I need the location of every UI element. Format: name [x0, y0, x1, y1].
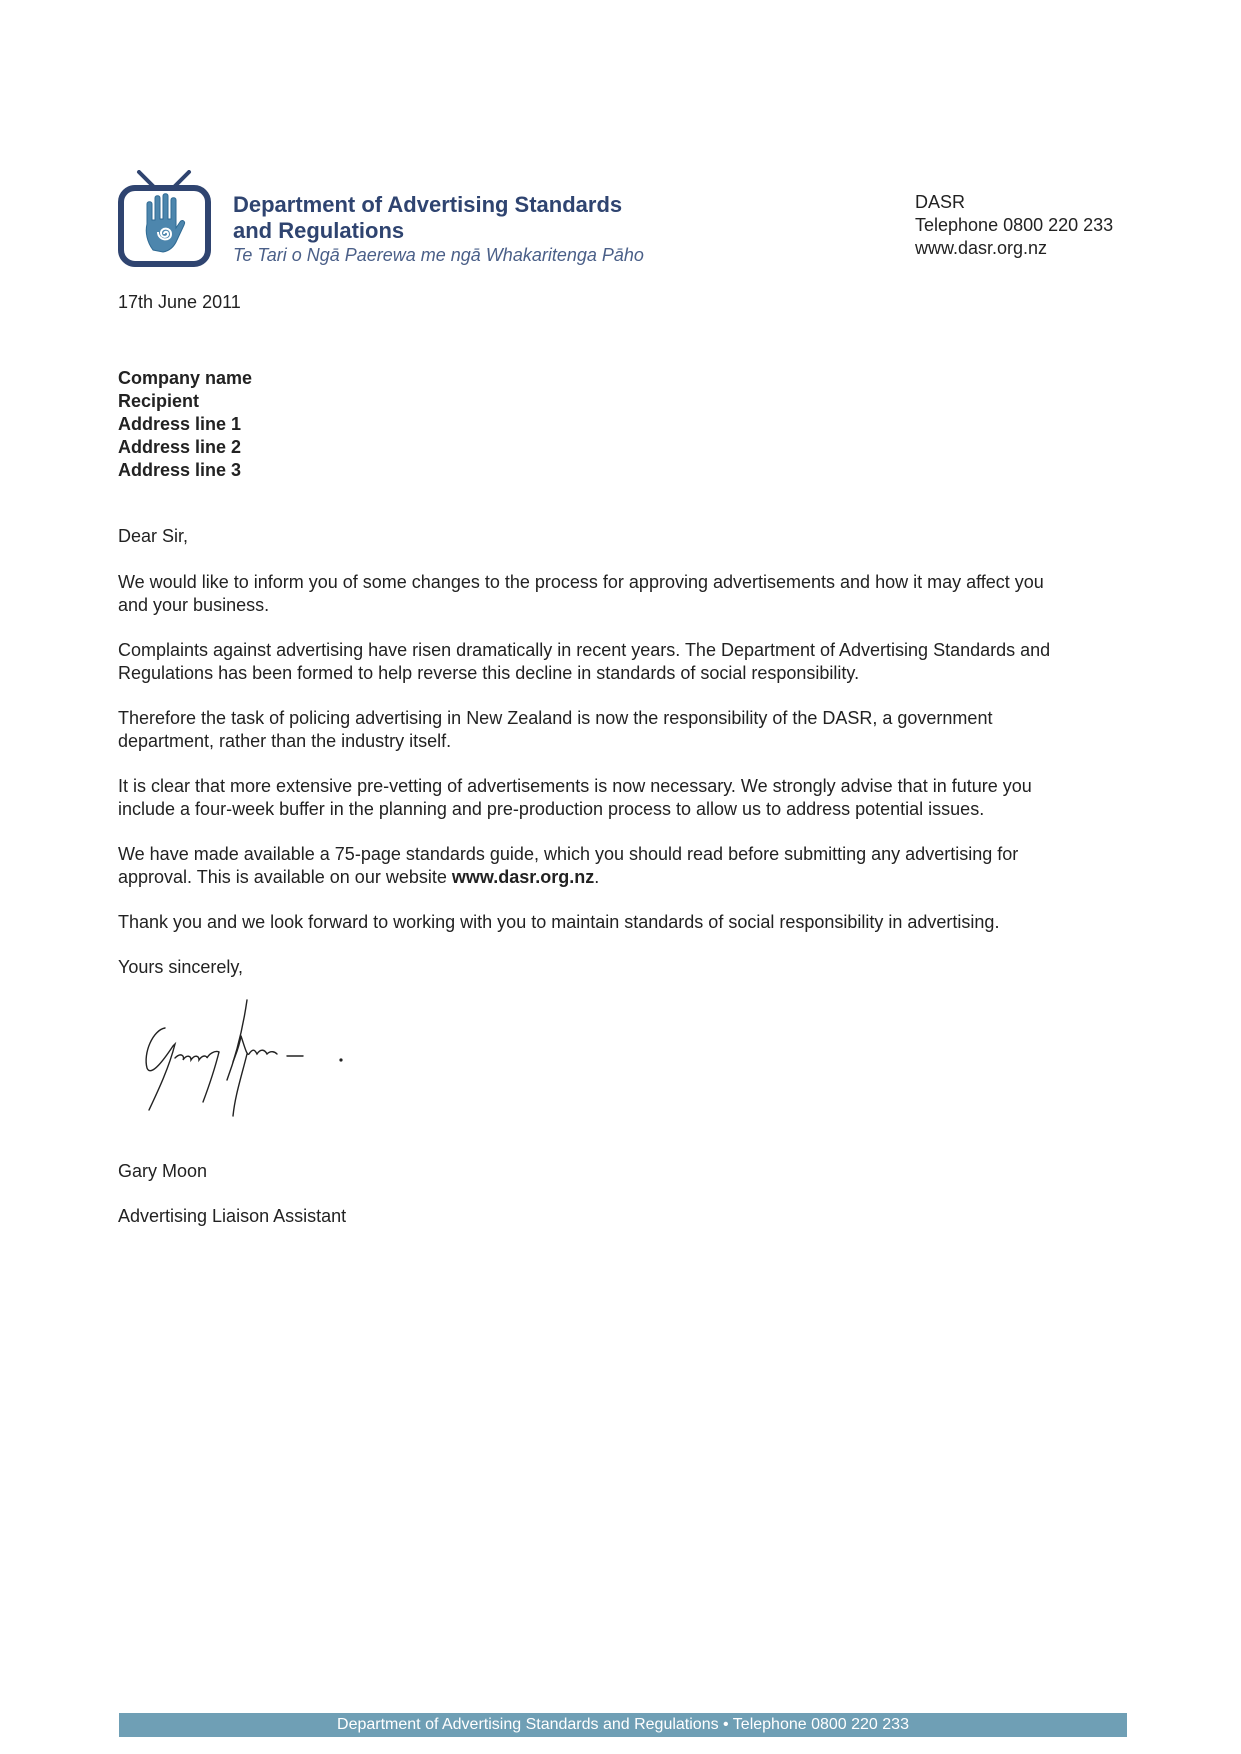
paragraph-5 — [118, 843, 1078, 889]
contact-block — [915, 191, 1113, 260]
contact-name: DASR — [915, 192, 966, 212]
org-name-line2: and Regulations — [233, 218, 405, 243]
recipient-address-line2: Address line 2 — [118, 437, 242, 457]
dasr-logo — [117, 170, 212, 270]
salutation: Dear Sir, — [118, 526, 189, 546]
footer-bar: Department of Advertising Standards and Regulations • Telephone 0800 220 233 — [119, 1713, 1127, 1737]
recipient-name: Recipient — [118, 391, 200, 411]
tv-hand-spiral-icon — [117, 170, 212, 270]
recipient-address-line1: Address line 1 — [118, 414, 242, 434]
organization-name — [233, 192, 713, 244]
letter-date: 17th June 2011 — [118, 292, 241, 312]
letter-body — [118, 525, 1078, 1001]
handwritten-signature — [135, 998, 395, 1123]
paragraph-5-end: . — [594, 867, 600, 887]
closing: Yours sincerely, — [118, 957, 244, 977]
website-link[interactable]: www.dasr.org.nz — [451, 867, 595, 887]
org-name-line1: Department of Advertising Standards — [233, 192, 623, 217]
recipient-address — [118, 367, 252, 482]
signer-block — [118, 1160, 346, 1250]
paragraph-5-text: We have made available a 75-page standards guide, which you should read before submitting any advertising for approval. This is available on our website — [118, 844, 1019, 887]
contact-telephone: Telephone 0800 220 233 — [915, 215, 1114, 235]
recipient-address-line3: Address line 3 — [118, 460, 242, 480]
paragraph-6: Thank you and we look forward to working with you to maintain standards of social responsibility in advertising. — [118, 912, 1000, 932]
paragraph-3: Therefore the task of policing advertising in New Zealand is now the responsibility of the DASR, a government department, rather than the industry itself. — [118, 708, 993, 751]
signer-title: Advertising Liaison Assistant — [118, 1206, 347, 1226]
signer-name: Gary Moon — [118, 1161, 208, 1181]
paragraph-1: We would like to inform you of some changes to the process for approving advertisements and how it may affect you and your business. — [118, 572, 1044, 615]
paragraph-2: Complaints against advertising have risen dramatically in recent years. The Department of Advertising Standards and Regulations has been formed to help reverse this decline in standards of social responsibility. — [118, 640, 1051, 683]
contact-website: www.dasr.org.nz — [915, 238, 1048, 258]
organization-name-maori: Te Tari o Ngā Paerewa me ngā Whakaritenga Pāho — [233, 245, 644, 265]
paragraph-4: It is clear that more extensive pre-vetting of advertisements is now necessary. We strongly advise that in future you include a four-week buffer in the planning and pre-production process to allow us to address potential issues. — [118, 776, 1032, 819]
recipient-company: Company name — [118, 368, 253, 388]
